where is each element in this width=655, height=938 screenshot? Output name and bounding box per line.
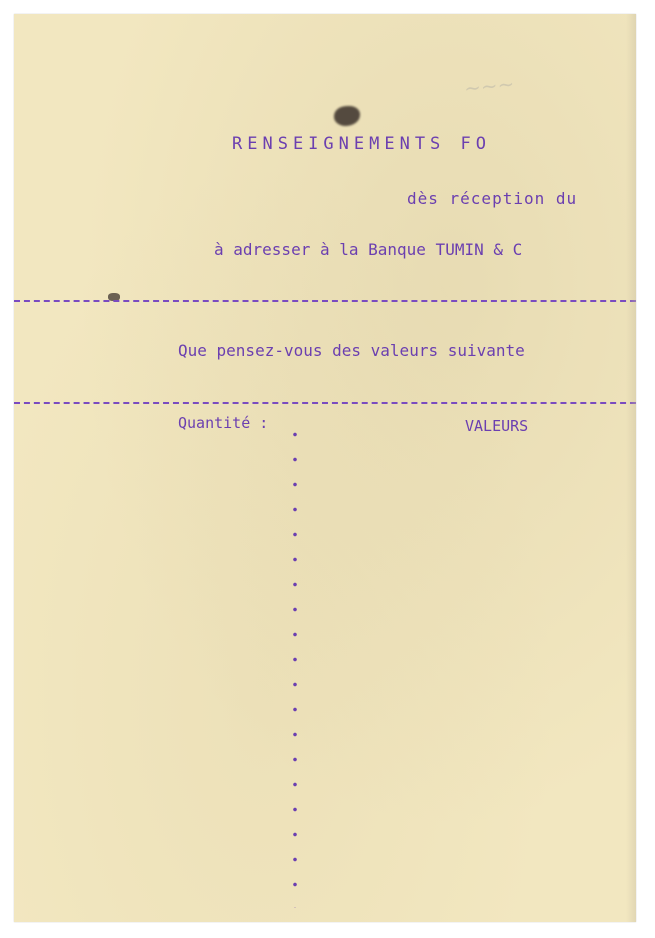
ink-stain xyxy=(334,106,360,126)
dashed-divider-bottom xyxy=(14,402,636,404)
dashed-divider-top xyxy=(14,300,636,302)
dotted-column-separator xyxy=(293,422,297,908)
reception-line: dès réception du xyxy=(407,189,578,208)
document-sheet xyxy=(14,14,636,922)
column-header-values: VALEURS xyxy=(465,417,529,435)
document-header: RENSEIGNEMENTS FO xyxy=(232,134,491,154)
address-line: à adresser à la Banque TUMIN & C xyxy=(214,240,523,259)
bleed-through-handwriting: ~~~ xyxy=(462,71,516,101)
column-header-quantity: Quantité : xyxy=(178,414,269,432)
question-line: Que pensez-vous des valeurs suivante xyxy=(178,341,525,360)
